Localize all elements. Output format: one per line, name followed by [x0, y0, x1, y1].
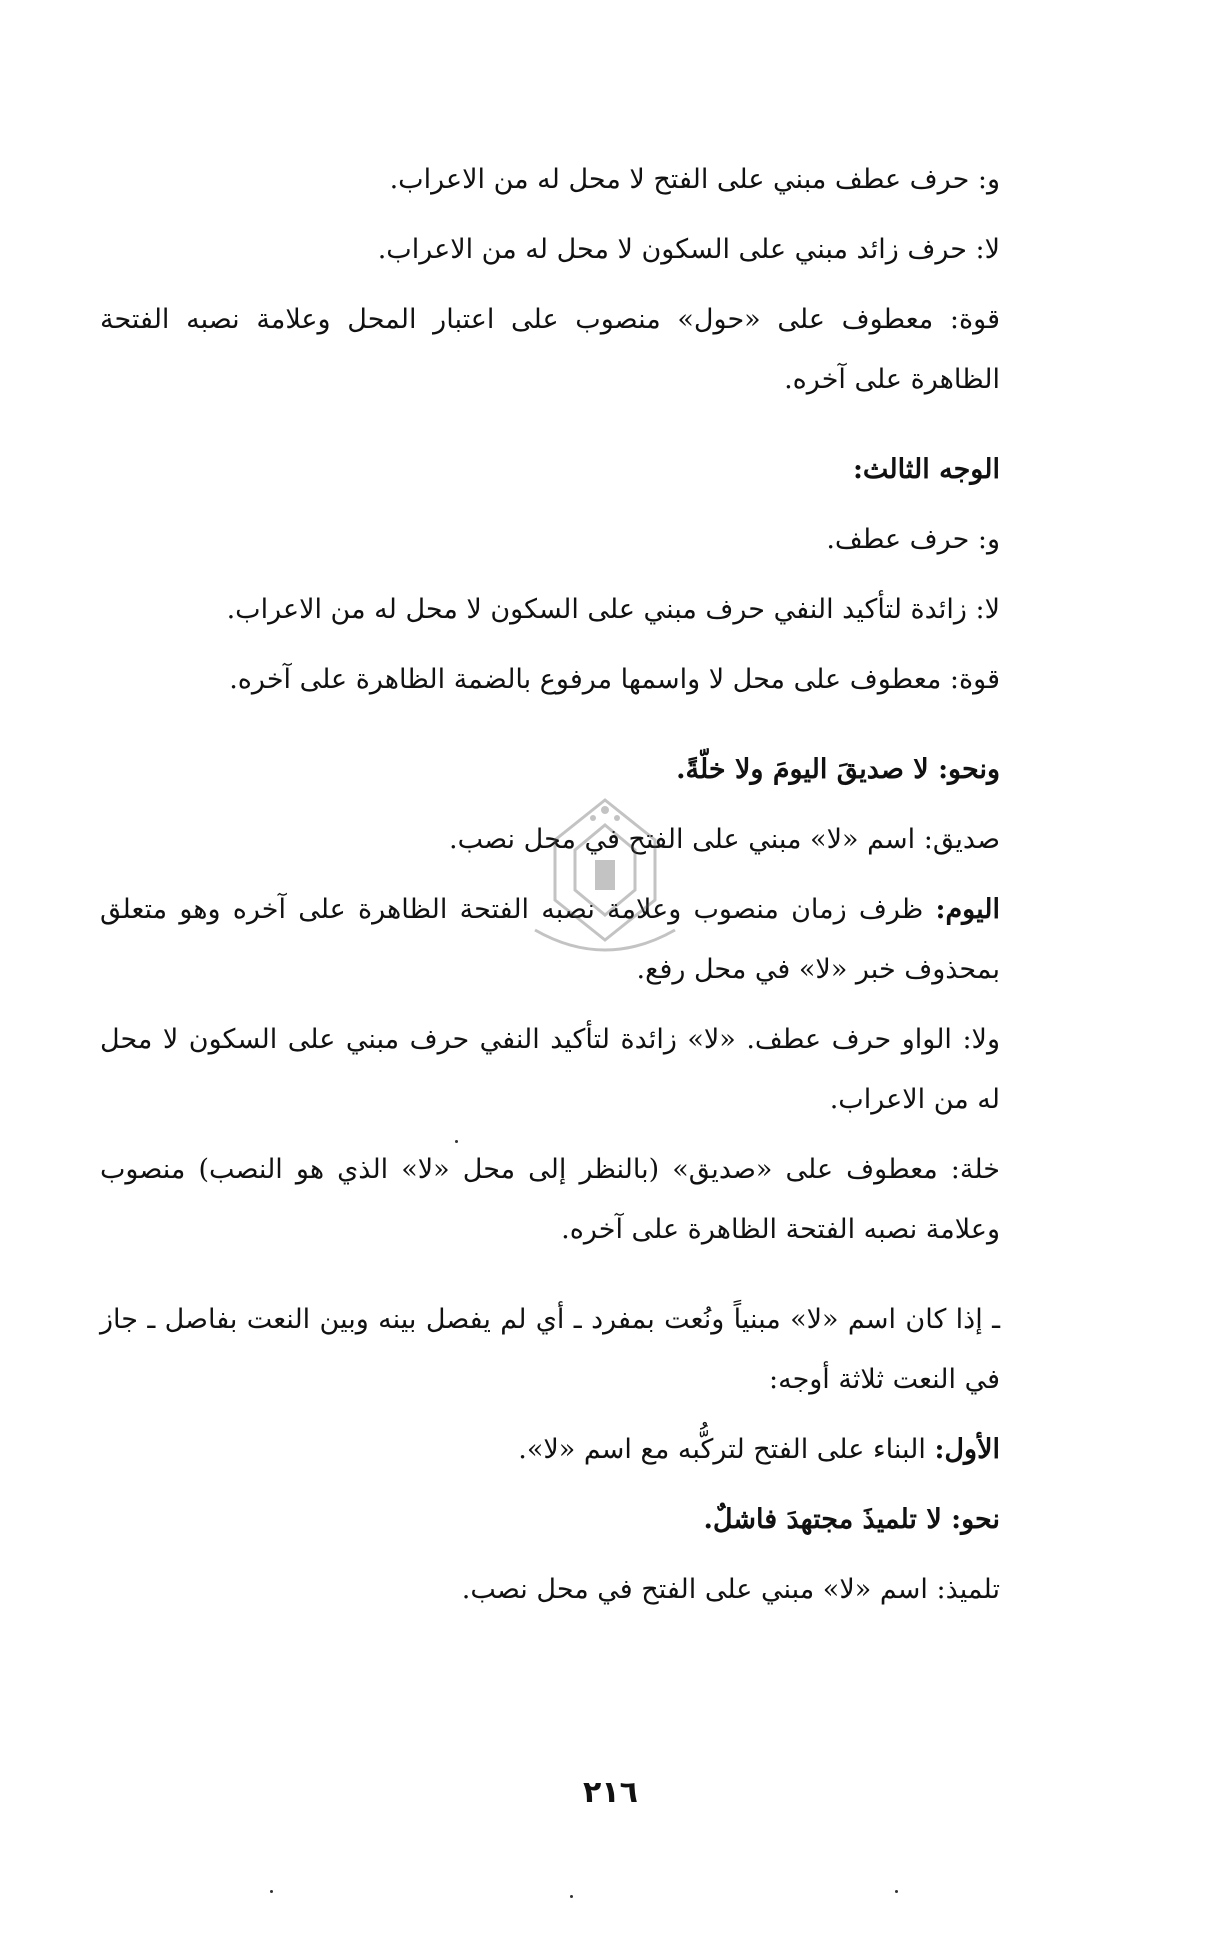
- line-text: معطوف على «صديق» (بالنظر إلى محل «لا» الذي هو النصب) منصوب وعلامة نصبه الفتحة الظاهرة على آخره.: [100, 1154, 1000, 1245]
- line-text: ـ إذا كان اسم «لا» مبنياً ونُعت بمفرد ـ أي لم يفصل بينه وبين النعت بفاصل ـ جاز في النعت ثلاثة أوجه:: [100, 1304, 1000, 1395]
- section-heading: [100, 440, 1060, 500]
- line-label: صديق:: [923, 824, 1000, 855]
- line-label: لا:: [975, 594, 1000, 625]
- line-text: اسم «لا» مبني على الفتح في محل نصب.: [461, 1574, 937, 1605]
- line-label: اليوم:: [935, 894, 1000, 925]
- line-label: خلة:: [950, 1154, 1000, 1185]
- text-line: [100, 650, 1060, 710]
- line-text: معطوف على محل لا واسمها مرفوع بالضمة الظاهرة على آخره.: [229, 664, 950, 695]
- text-line: [100, 150, 1060, 210]
- heading-label: الوجه الثالث:: [852, 454, 1000, 485]
- line-text: زائدة لتأكيد النفي حرف مبني على السكون لا محل له من الاعراب.: [226, 594, 976, 625]
- text-line: [100, 580, 1060, 640]
- line-label: ولا:: [962, 1024, 1000, 1055]
- scan-speck: [570, 1895, 573, 1898]
- text-line: [100, 1140, 1060, 1260]
- page-number: ٢١٦: [583, 1775, 638, 1810]
- line-text: الواو حرف عطف. «لا» زائدة لتأكيد النفي حرف مبني على السكون لا محل له من الاعراب.: [100, 1024, 1000, 1115]
- line-text: معطوف على «حول» منصوب على اعتبار المحل وعلامة نصبه الفتحة الظاهرة على آخره.: [100, 304, 1000, 395]
- line-text: اسم «لا» مبني على الفتح في محل نصب.: [449, 824, 924, 855]
- text-line: [100, 1420, 1060, 1480]
- line-label: لا:: [975, 234, 1000, 265]
- text-line: [100, 1560, 1060, 1620]
- text-line: [100, 510, 1060, 570]
- example-label: نحو:: [951, 1504, 1000, 1535]
- line-label: و:: [977, 524, 1000, 555]
- example-line: [100, 1490, 1060, 1550]
- example-text: لا صديقَ اليومَ ولا خلّةً.: [676, 754, 939, 785]
- line-text: حرف عطف.: [826, 524, 978, 555]
- line-label: و:: [977, 164, 1000, 195]
- scan-speck: [455, 1140, 458, 1143]
- scan-speck: [895, 1890, 898, 1893]
- line-text: حرف عطف مبني على الفتح لا محل له من الاعراب.: [389, 164, 978, 195]
- line-text: البناء على الفتح لتركُّبه مع اسم «لا».: [518, 1434, 935, 1465]
- text-line: [100, 1010, 1060, 1130]
- example-text: لا تلميذَ مجتهدَ فاشلٌ.: [703, 1504, 952, 1535]
- scan-speck: [270, 1890, 273, 1893]
- line-label: تلميذ:: [936, 1574, 1000, 1605]
- text-line: [100, 290, 1060, 410]
- text-line: [100, 220, 1060, 280]
- line-label: الأول:: [934, 1434, 1000, 1465]
- line-label: قوة:: [949, 304, 1000, 335]
- line-text: ظرف زمان منصوب وعلامة نصبه الفتحة الظاهرة على آخره وهو متعلق بمحذوف خبر «لا» في محل رفع.: [100, 894, 1000, 985]
- text-line: [100, 1290, 1060, 1410]
- line-label: قوة:: [949, 664, 1000, 695]
- library-seal-watermark: [505, 780, 705, 980]
- example-label: ونحو:: [938, 754, 1000, 785]
- line-text: حرف زائد مبني على السكون لا محل له من الاعراب.: [377, 234, 976, 265]
